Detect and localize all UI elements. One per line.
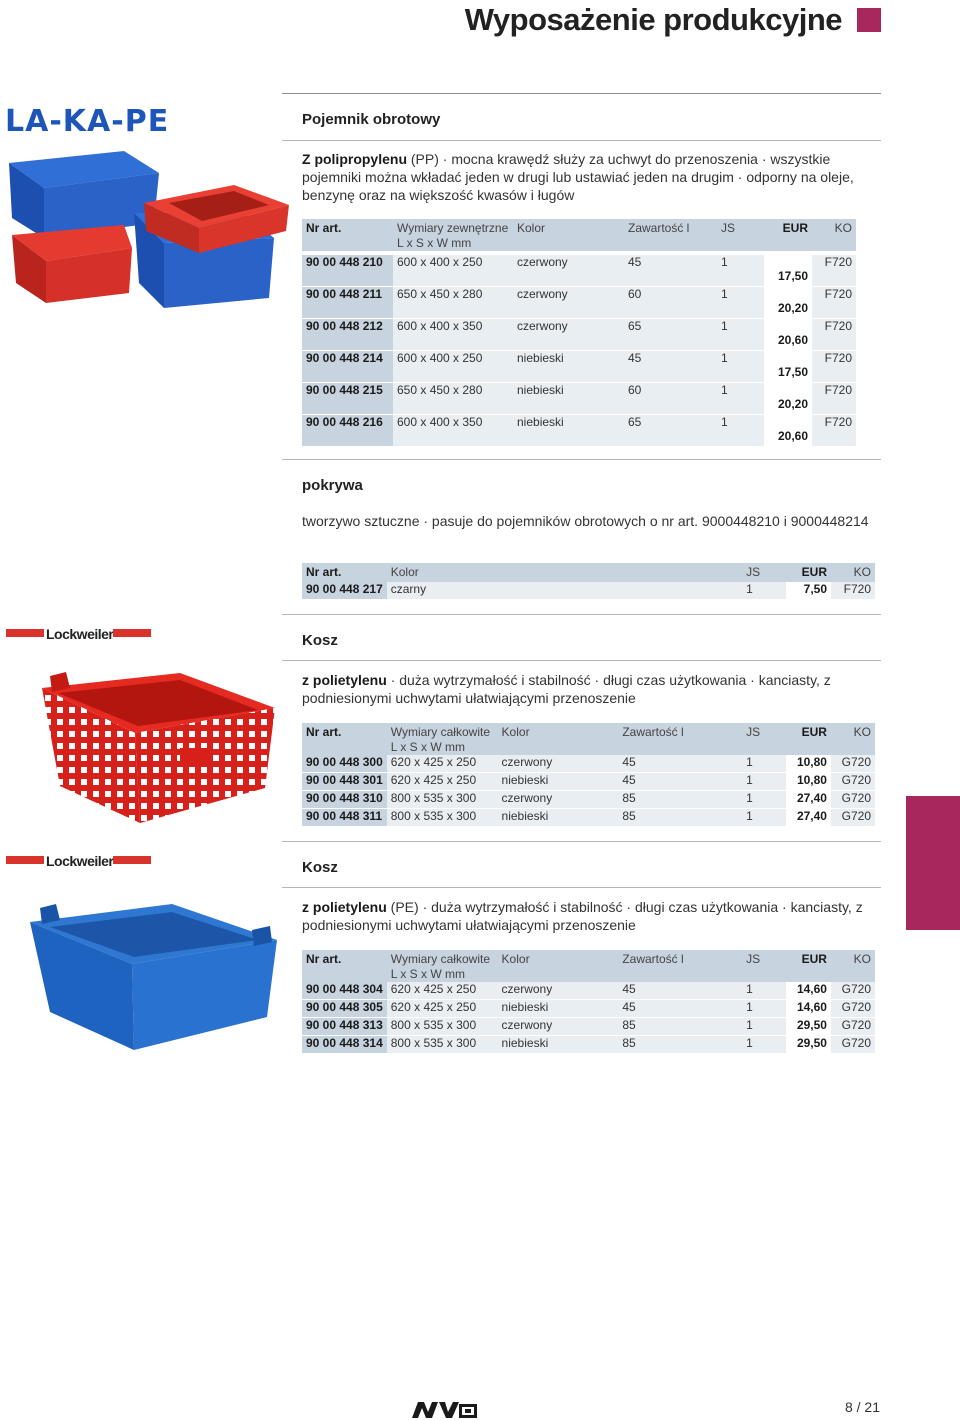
cell-capacity: 65 (624, 415, 717, 447)
cell-ko: F720 (812, 287, 856, 319)
cell-dim: 800 x 535 x 300 (387, 1018, 498, 1036)
divider (282, 140, 881, 141)
cell-eur: 10,80 (786, 773, 831, 791)
cell-eur: 10,80 (786, 755, 831, 773)
cell-capacity: 60 (624, 383, 717, 415)
cell-js: 1 (742, 582, 786, 600)
cell-eur: 14,60 (786, 982, 831, 1000)
cell-ko: F720 (812, 351, 856, 383)
divider (282, 660, 881, 661)
table-header-row (302, 723, 875, 755)
table-row (302, 1036, 875, 1054)
cell-eur: 17,50 (764, 255, 812, 287)
cell-nr: 90 00 448 313 (302, 1018, 387, 1036)
red-basket-image (30, 668, 280, 828)
divider (282, 614, 881, 615)
col-header-eur: EUR (786, 723, 831, 755)
col-header-nr: Nr art. (302, 723, 387, 755)
cell-nr: 90 00 448 210 (302, 255, 393, 287)
col-header-js: JS (742, 723, 786, 755)
table-row (302, 287, 856, 319)
table-header-row (302, 219, 856, 251)
brand-logo-lockweiler: Lockweiler (46, 626, 114, 642)
col-header-capacity: Zawartość l (618, 950, 742, 982)
cell-ko: G720 (831, 1018, 875, 1036)
cell-color: niebieski (498, 773, 619, 791)
cell-nr: 90 00 448 214 (302, 351, 393, 383)
table-row (302, 255, 856, 287)
col-header-capacity: Zawartość l (624, 219, 717, 251)
brand-logo-lakape: LA-KA-PE (5, 104, 170, 139)
page-number: 8 / 21 (844, 1399, 880, 1415)
cell-capacity: 85 (618, 1018, 742, 1036)
lid-description: tworzywo sztuczne · pasuje do pojemników obrotowych o nr art. 9000448210 i 9000448214 (302, 513, 869, 529)
cell-capacity: 60 (624, 287, 717, 319)
section-title-kosz: Kosz (302, 859, 338, 876)
cell-color: czerwony (513, 287, 624, 319)
cell-color: niebieski (498, 1000, 619, 1018)
col-header-color: Kolor (498, 723, 619, 755)
brand-logo-lockweiler: Lockweiler (46, 853, 114, 869)
description-material: z polietylenu (302, 672, 387, 688)
cell-color: niebieski (513, 351, 624, 383)
side-tab-marker (906, 796, 960, 930)
product-table-pokrywa (302, 563, 875, 600)
cell-js: 1 (742, 1036, 786, 1054)
cell-capacity: 45 (624, 351, 717, 383)
col-header-dim-line1: Wymiary całkowite (390, 952, 490, 966)
description-text: (PE) · duża wytrzymałość i stabilność · długi czas użytkowania · kanciasty, z podniesionymi uchwytami ułatwiającymi przenoszenie (302, 899, 863, 933)
divider (282, 841, 881, 842)
brand-bar (113, 856, 151, 864)
cell-eur: 20,20 (764, 287, 812, 319)
cell-nr: 90 00 448 211 (302, 287, 393, 319)
col-header-color: Kolor (513, 219, 624, 251)
description-material: z polietylenu (302, 899, 387, 915)
footer-logo (412, 1400, 478, 1420)
cell-dim: 800 x 535 x 300 (387, 1036, 498, 1054)
description-text: · duża wytrzymałość i stabilność · długi czas użytkowania · kanciasty, z podniesionymi uchwytami ułatwiającymi przenoszenie (302, 672, 831, 706)
cell-dim: 650 x 450 x 280 (393, 383, 513, 415)
col-header-eur: EUR (764, 219, 812, 251)
col-header-js: JS (717, 219, 764, 251)
col-header-nr: Nr art. (302, 563, 387, 582)
table-row (302, 809, 875, 827)
cell-color: czarny (387, 582, 742, 600)
brand-bar (6, 856, 44, 864)
description-material: Z polipropylenu (302, 151, 407, 167)
page-title: Wyposażenie produkcyjne (464, 2, 842, 37)
brand-bar (6, 629, 44, 637)
cell-dim: 620 x 425 x 250 (387, 1000, 498, 1018)
cell-nr: 90 00 448 304 (302, 982, 387, 1000)
cell-capacity: 85 (618, 1036, 742, 1054)
cell-eur: 17,50 (764, 351, 812, 383)
cell-js: 1 (717, 383, 764, 415)
cell-color: niebieski (513, 383, 624, 415)
cell-capacity: 85 (618, 791, 742, 809)
cell-color: niebieski (498, 1036, 619, 1054)
product-description (302, 898, 880, 934)
cell-nr: 90 00 448 215 (302, 383, 393, 415)
cell-ko: F720 (812, 255, 856, 287)
cell-eur: 20,60 (764, 415, 812, 447)
table-row (302, 351, 856, 383)
cell-eur: 20,20 (764, 383, 812, 415)
col-header-ko: KO (831, 563, 875, 582)
cell-nr: 90 00 448 217 (302, 582, 387, 600)
cell-js: 1 (742, 791, 786, 809)
cell-ko: G720 (831, 755, 875, 773)
cell-dim: 600 x 400 x 350 (393, 415, 513, 447)
divider (282, 459, 881, 460)
cell-ko: F720 (831, 582, 875, 600)
cell-color: czerwony (513, 255, 624, 287)
table-header-row (302, 950, 875, 982)
cell-dim: 600 x 400 x 250 (393, 351, 513, 383)
cell-eur: 27,40 (786, 791, 831, 809)
blue-basket-image (22, 902, 282, 1052)
col-header-dim-line1: Wymiary całkowite (390, 725, 490, 739)
product-table-kosz-2 (302, 950, 875, 1054)
cell-ko: G720 (831, 1000, 875, 1018)
section-title-pokrywa: pokrywa (302, 477, 363, 494)
table-row (302, 582, 875, 600)
cell-eur: 29,50 (786, 1018, 831, 1036)
cell-nr: 90 00 448 300 (302, 755, 387, 773)
cell-ko: G720 (831, 791, 875, 809)
cell-ko: G720 (831, 773, 875, 791)
col-header-dim-line2: L x S x W mm (390, 967, 465, 981)
cell-ko: G720 (831, 1036, 875, 1054)
cell-js: 1 (742, 809, 786, 827)
cell-dim: 800 x 535 x 300 (387, 791, 498, 809)
cell-capacity: 45 (618, 773, 742, 791)
cell-nr: 90 00 448 212 (302, 319, 393, 351)
cell-js: 1 (742, 1000, 786, 1018)
table-row (302, 755, 875, 773)
table-header-row (302, 563, 875, 582)
table-row (302, 319, 856, 351)
container-stack-image (4, 143, 294, 313)
cell-js: 1 (717, 255, 764, 287)
col-header-dim (387, 950, 498, 982)
table-row (302, 383, 856, 415)
cell-eur: 27,40 (786, 809, 831, 827)
cell-dim: 800 x 535 x 300 (387, 809, 498, 827)
cell-capacity: 45 (618, 755, 742, 773)
cell-color: czerwony (498, 755, 619, 773)
cell-capacity: 45 (618, 982, 742, 1000)
col-header-nr: Nr art. (302, 950, 387, 982)
col-header-ko: KO (831, 723, 875, 755)
section-title-kosz: Kosz (302, 632, 338, 649)
col-header-ko: KO (812, 219, 856, 251)
cell-capacity: 85 (618, 809, 742, 827)
col-header-dim (387, 723, 498, 755)
table-row (302, 791, 875, 809)
cell-js: 1 (717, 415, 764, 447)
divider (282, 887, 881, 888)
cell-color: czerwony (513, 319, 624, 351)
table-row (302, 1018, 875, 1036)
cell-capacity: 45 (624, 255, 717, 287)
cell-ko: G720 (831, 809, 875, 827)
cell-color: niebieski (513, 415, 624, 447)
cell-dim: 620 x 425 x 250 (387, 982, 498, 1000)
cell-ko: F720 (812, 415, 856, 447)
table-row (302, 982, 875, 1000)
brand-bar (113, 629, 151, 637)
product-description (302, 150, 877, 204)
table-row (302, 773, 875, 791)
cell-dim: 620 x 425 x 250 (387, 755, 498, 773)
col-header-eur: EUR (786, 563, 831, 582)
section-title-pojemnik: Pojemnik obrotowy (302, 111, 441, 128)
col-header-eur: EUR (786, 950, 831, 982)
cell-ko: F720 (812, 319, 856, 351)
cell-js: 1 (717, 319, 764, 351)
col-header-dim-line2: L x S x W mm (390, 740, 465, 754)
cell-nr: 90 00 448 314 (302, 1036, 387, 1054)
cell-nr: 90 00 448 301 (302, 773, 387, 791)
table-row (302, 1000, 875, 1018)
col-header-capacity: Zawartość l (618, 723, 742, 755)
cell-eur: 14,60 (786, 1000, 831, 1018)
cell-js: 1 (742, 773, 786, 791)
cell-js: 1 (742, 982, 786, 1000)
cell-nr: 90 00 448 311 (302, 809, 387, 827)
col-header-ko: KO (831, 950, 875, 982)
col-header-nr: Nr art. (302, 219, 393, 251)
cell-js: 1 (717, 287, 764, 319)
divider (282, 93, 881, 94)
cell-dim: 650 x 450 x 280 (393, 287, 513, 319)
cell-color: czerwony (498, 982, 619, 1000)
cell-nr: 90 00 448 305 (302, 1000, 387, 1018)
cell-nr: 90 00 448 216 (302, 415, 393, 447)
cell-capacity: 45 (618, 1000, 742, 1018)
col-header-color: Kolor (498, 950, 619, 982)
col-header-dim-line2: L x S x W mm (397, 236, 472, 250)
table-row (302, 415, 856, 447)
description-text: (PP) · mocna krawędź służy za uchwyt do przenoszenia · wszystkie pojemniki można wkładać jeden w drugi lub ustawiać jeden na drugim · odporny na oleje, benzynę oraz na większość kwasów i ługów (302, 151, 854, 203)
product-table-kosz-1 (302, 723, 875, 827)
product-table-pojemnik (302, 219, 856, 447)
cell-js: 1 (742, 755, 786, 773)
cell-dim: 620 x 425 x 250 (387, 773, 498, 791)
col-header-color: Kolor (387, 563, 742, 582)
col-header-dim-line1: Wymiary zewnętrzne (397, 221, 509, 235)
cell-js: 1 (742, 1018, 786, 1036)
cell-eur: 7,50 (786, 582, 831, 600)
cell-nr: 90 00 448 310 (302, 791, 387, 809)
cell-js: 1 (717, 351, 764, 383)
col-header-js: JS (742, 563, 786, 582)
cell-dim: 600 x 400 x 350 (393, 319, 513, 351)
cell-eur: 20,60 (764, 319, 812, 351)
col-header-js: JS (742, 950, 786, 982)
cell-color: niebieski (498, 809, 619, 827)
cell-eur: 29,50 (786, 1036, 831, 1054)
product-description (302, 671, 880, 707)
cell-ko: G720 (831, 982, 875, 1000)
header-accent-square (857, 8, 881, 32)
cell-color: czerwony (498, 1018, 619, 1036)
col-header-dim (393, 219, 513, 251)
cell-dim: 600 x 400 x 250 (393, 255, 513, 287)
cell-ko: F720 (812, 383, 856, 415)
cell-capacity: 65 (624, 319, 717, 351)
cell-color: czerwony (498, 791, 619, 809)
